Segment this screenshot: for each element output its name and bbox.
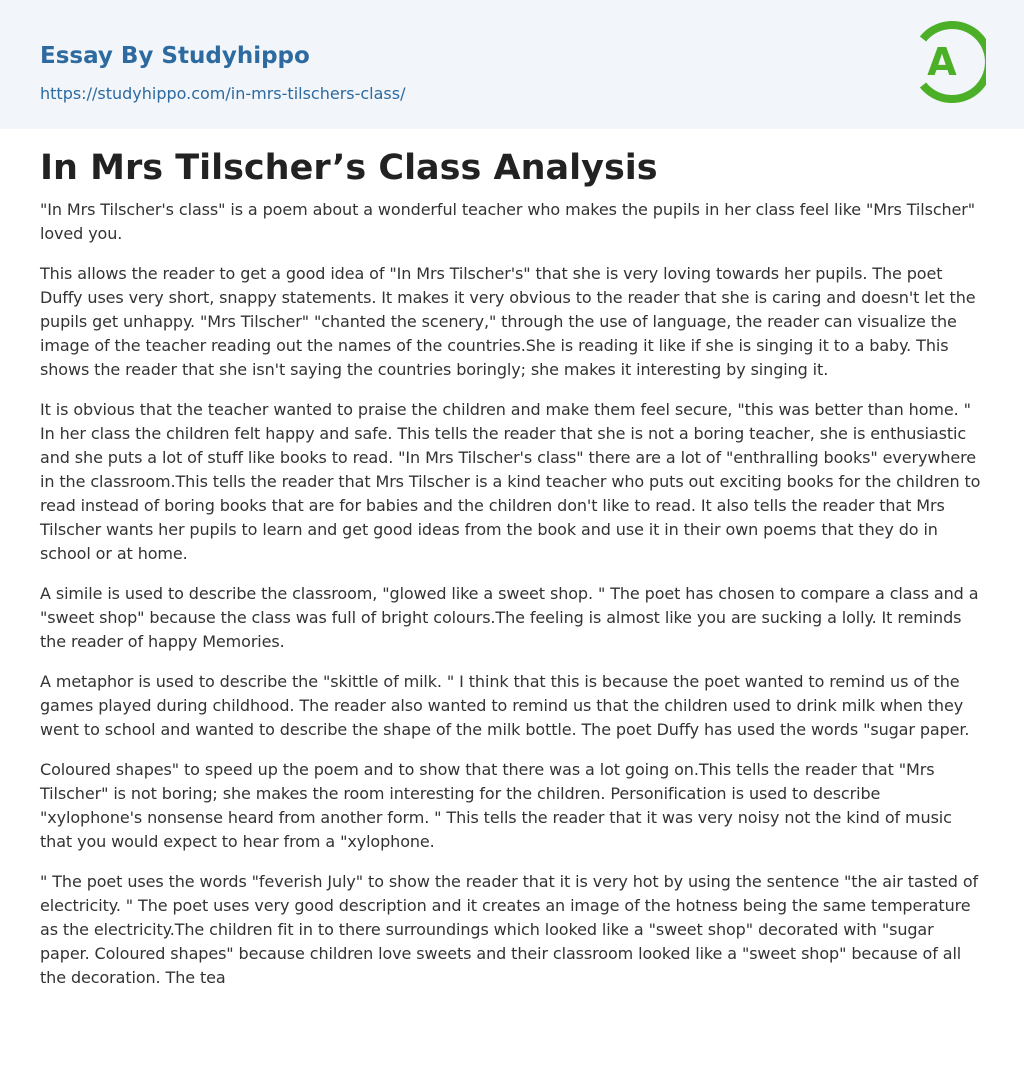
article <box>0 148 1024 990</box>
logo-letter: A <box>927 40 957 84</box>
site-title[interactable]: Essay By Studyhippo <box>40 43 310 69</box>
source-url-link[interactable]: https://studyhippo.com/in-mrs-tilschers-class/ <box>40 84 406 103</box>
paragraph-3: It is obvious that the teacher wanted to praise the children and make them feel secure, "this was better than home. " In her class the children felt happy and safe. This tells the reader that she is not a boring teacher, she is enthusiastic and she puts a lot of stuff like books to read. "In Mrs Tilscher's class" there are a lot of "enthralling books" everywhere in the classroom.This tells the reader that Mrs Tilscher is a kind teacher who puts out exciting books for the children to read instead of boring books that are for babies and the children don't like to read. It also tells the reader that Mrs Tilscher wants her pupils to learn and get good ideas from the book and use it in their own poems that they do in school or at home. <box>40 400 981 563</box>
page-title: In Mrs Tilscher’s Class Analysis <box>40 148 658 188</box>
paragraph-7: " The poet uses the words "feverish July" to show the reader that it is very hot by using the sentence "the air tasted of electricity. " The poet uses very good description and it creates an image of the hotness being the same temperature as the electricity.The children fit in to there surroundings which looked like a "sweet shop" decorated with "sugar paper. Coloured shapes" because children love sweets and their classroom looked like a "sweet shop" because of all the decoration. The tea <box>40 872 979 987</box>
paragraph-2: This allows the reader to get a good idea of "In Mrs Tilscher's" that she is very loving towards her pupils. The poet Duffy uses very short, snappy statements. It makes it very obvious to the reader that she is caring and doesn't let the pupils get unhappy. "Mrs Tilscher" "chanted the scenery," through the use of language, the reader can visualize the image of the teacher reading out the names of the countries.She is reading it like if she is singing it to a baby. This shows the reader that she isn't saying the countries boringly; she makes it interesting by singing it. <box>40 264 976 379</box>
paragraph-6: Coloured shapes" to speed up the poem and to show that there was a lot going on.This tells the reader that "Mrs Tilscher" is not boring; she makes the room interesting for the children. Personification is used to describe "xylophone's nonsense heard from another form. " This tells the reader that it was very noisy not the kind of music that you would expect to hear from a "xylophone. <box>40 760 952 851</box>
paragraph-1: "In Mrs Tilscher's class" is a poem about a wonderful teacher who makes the pupils in her class feel like "Mrs Tilscher" loved you. <box>40 200 976 243</box>
studyhippo-logo-icon[interactable] <box>916 19 986 105</box>
paragraph-5: A metaphor is used to describe the "skittle of milk. " I think that this is because the poet wanted to remind us of the games played during childhood. The reader also wanted to remind us that the children used to drink milk when they went to school and wanted to describe the shape of the milk bottle. The poet Duffy has used the words "sugar paper. <box>40 672 970 739</box>
site-header <box>0 0 1024 129</box>
paragraph-4: A simile is used to describe the classroom, "glowed like a sweet shop. " The poet has chosen to compare a class and a "sweet shop" because the class was full of bright colours.The feeling is almost like you are sucking a lolly. It reminds the reader of happy Memories. <box>40 584 979 651</box>
